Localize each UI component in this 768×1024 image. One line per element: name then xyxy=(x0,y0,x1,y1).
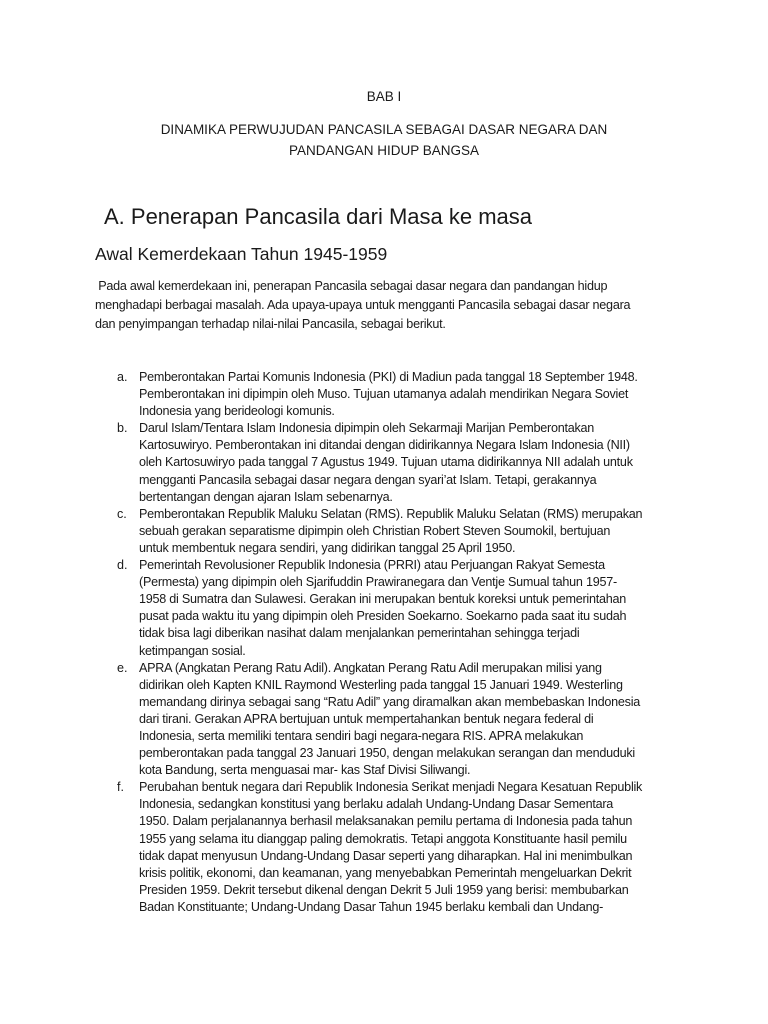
list-item-line: Kartosuwiryo. Pemberontakan ini ditandai dengan didirikannya Negara Islam Indonesia (NII) xyxy=(139,438,630,453)
intro-line: dan penyimpangan terhadap nilai-nilai Pancasila, sebagai berikut. xyxy=(95,317,446,331)
list-item-line: tidak bisa lagi diberikan nasihat dalam menjalankan pemerintahan sehingga terjadi xyxy=(139,626,580,641)
list-item-line: tidak dapat menyusun Undang-Undang Dasar seperti yang diharapkan. Hal ini menimbulkan xyxy=(139,848,633,863)
list-item-line: APRA (Angkatan Perang Ratu Adil). Angkatan Perang Ratu Adil merupakan milisi yang xyxy=(139,660,602,675)
chapter-label: BAB I xyxy=(366,89,402,104)
list-item-line: Pemberontakan ini dipimpin oleh Muso. Tujuan utamanya adalah mendirikan Negara Soviet xyxy=(139,387,629,402)
list-item-line: dari tirani. Gerakan APRA bertujuan untuk mempertahankan bentuk negara federal di xyxy=(139,711,594,726)
list-item-line: 1958 di Sumatra dan Sulawesi. Gerakan ini merupakan bentuk koreksi untuk pemerintahan xyxy=(139,592,626,607)
list-item-line: 1955 yang selama itu dianggap paling demokratis. Tetapi anggota Konstituante hasil pemilu xyxy=(139,831,627,846)
list-item-line: krisis politik, ekonomi, dan keamanan, yang menyebabkan Pemerintah mengeluarkan Dekrit xyxy=(139,865,632,880)
list-item xyxy=(117,660,642,780)
list-item xyxy=(117,557,642,660)
list-item xyxy=(117,420,642,505)
list-item-line: Pemerintah Revolusioner Republik Indonesia (PRRI) atau Perjuangan Rakyat Semesta xyxy=(139,558,605,573)
list-marker: d. xyxy=(117,558,128,573)
list-item-line: 1950. Dalam perjalanannya berhasil melaksanakan pemilu pertama di Indonesia pada tahun xyxy=(139,814,633,829)
list-item-line: untuk membentuk negara sendiri, yang didirikan tanggal 25 April 1950. xyxy=(139,540,516,555)
list-item-line: kota Bandung, serta menguasai mar- kas Staf Divisi Siliwangi. xyxy=(139,763,471,778)
intro-line: menghadapi berbagai masalah. Ada upaya-upaya untuk mengganti Pancasila sebagai dasar negara xyxy=(95,298,631,312)
chapter-title-line: DINAMIKA PERWUJUDAN PANCASILA SEBAGAI DASAR NEGARA DAN xyxy=(160,122,608,137)
list-item-line: Darul Islam/Tentara Islam Indonesia dipimpin oleh Sekarmaji Marijan Pemberontakan xyxy=(139,421,595,436)
list-marker: f. xyxy=(117,780,124,795)
list-marker: c. xyxy=(117,506,127,521)
list-item-line: memandang dirinya sebagai sang “Ratu Adil” yang diramalkan akan membebaskan Indonesia xyxy=(139,694,641,709)
list-item-line: pemberontakan pada tanggal 23 Januari 1950, dengan melakukan serangan dan menduduki xyxy=(139,746,635,761)
list-item-line: (Permesta) yang dipimpin oleh Sjarifuddin Prawiranegara dan Ventje Sumual tahun 1957- xyxy=(139,575,617,590)
chapter-title-line: PANDANGAN HIDUP BANGSA xyxy=(288,143,480,158)
list-item-line: Indonesia, sedangkan konstitusi yang berlaku adalah Undang-Undang Dasar Sementara xyxy=(139,797,614,812)
list-item-line: Perubahan bentuk negara dari Republik Indonesia Serikat menjadi Negara Kesatuan Republik xyxy=(139,780,643,795)
list-marker: e. xyxy=(117,660,128,675)
subheading: Awal Kemerdekaan Tahun 1945-1959 xyxy=(95,244,388,264)
list-item xyxy=(117,506,642,557)
list-item-line: didirikan oleh Kapten KNIL Raymond Westerling pada tanggal 15 Januari 1949. Westerling xyxy=(139,677,623,692)
list-item-line: Indonesia yang berideologi komunis. xyxy=(139,404,335,419)
list-item-line: Badan Konstituante; Undang-Undang Dasar Tahun 1945 berlaku kembali dan Undang- xyxy=(139,899,604,914)
list-item-line: Pemberontakan Republik Maluku Selatan (RMS). Republik Maluku Selatan (RMS) merupakan xyxy=(139,506,643,521)
list-item-line: Presiden 1959. Dekrit tersebut dikenal dengan Dekrit 5 Juli 1959 yang berisi: membubarkan xyxy=(139,882,629,897)
list-item-line: ketimpangan sosial. xyxy=(139,643,246,658)
intro-paragraph xyxy=(95,277,630,334)
section-heading: A. Penerapan Pancasila dari Masa ke masa xyxy=(104,204,533,229)
intro-line: Pada awal kemerdekaan ini, penerapan Pancasila sebagai dasar negara dan pandangan hidup xyxy=(95,279,608,293)
list-marker: b. xyxy=(117,421,128,436)
list-item-line: Pemberontakan Partai Komunis Indonesia (PKI) di Madiun pada tanggal 18 September 1948. xyxy=(139,370,638,384)
list-item-line: Indonesia, serta memiliki tentara sendiri bagi negara-negara RIS. APRA melakukan xyxy=(139,728,584,743)
event-list xyxy=(117,369,642,916)
list-item xyxy=(117,369,642,420)
list-item-line: sebuah gerakan separatisme dipimpin oleh Christian Robert Steven Soumokil, bertujuan xyxy=(139,523,611,538)
list-item-line: bertentangan dengan ajaran Islam sebenarnya. xyxy=(139,489,393,504)
list-item xyxy=(117,779,642,916)
list-item-line: oleh Kartosuwiryo pada tanggal 7 Agustus 1949. Tujuan utama didirikannya NII adalah untuk xyxy=(139,455,633,470)
list-item-line: mengganti Pancasila sebagai dasar negara dengan syari’at Islam. Tetapi, gerakannya xyxy=(139,472,597,487)
list-marker: a. xyxy=(117,370,128,384)
list-item-line: pusat pada waktu itu yang dipimpin oleh Presiden Soekarno. Soekarno pada saat itu sudah xyxy=(139,609,627,624)
